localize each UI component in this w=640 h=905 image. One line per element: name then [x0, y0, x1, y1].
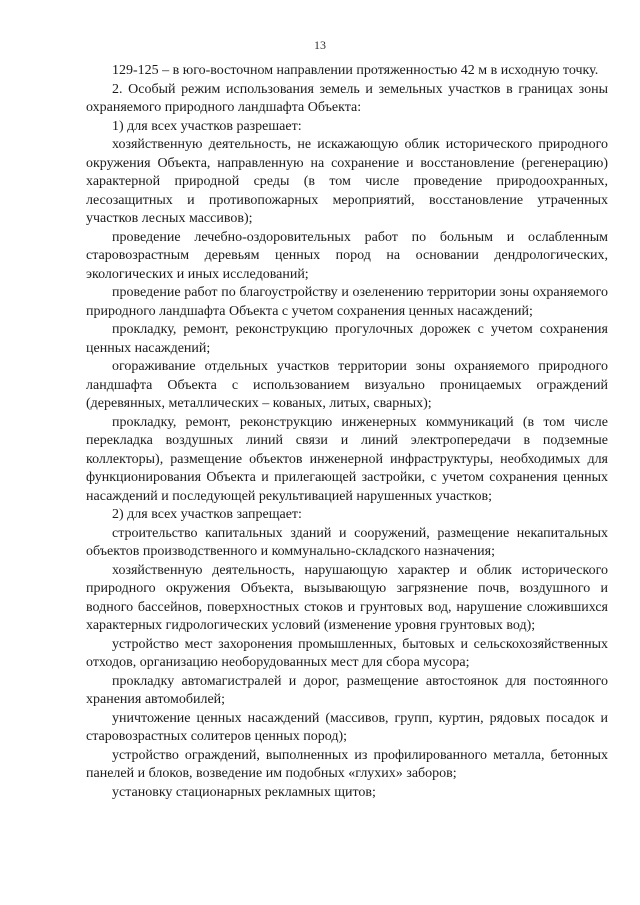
paragraph-forbidden-item: хозяйственную деятельность, нарушающую характер и облик исторического природного окружения Объекта, вызывающую загрязнение почв, воздушного и водного бассейнов, поверхностных стоков и грунтовых вод, нарушение сложившихся характерных гидрологических условий (изменение уровня грунтовых вод); — [86, 562, 608, 633]
paragraph-allowed-item: прокладку, ремонт, реконструкцию инженерных коммуникаций (в том числе перекладка воздушных линий связи и линий электропередачи в подземные коллекторы), размещение объектов инженерной инфраструктуры, необходимых для функционирования Объекта и прилегающей застройки, с учетом сохранения ценных насаждений и последующей рекультивацией нарушенных участков; — [86, 414, 608, 504]
paragraph-forbidden-item: устройство мест захоронения промышленных, бытовых и сельскохозяйственных отходов, организацию необорудованных мест для сбора мусора; — [86, 636, 608, 670]
paragraph-forbidden-item: уничтожение ценных насаждений (массивов, групп, куртин, рядовых посадок и старовозрастных солитеров ценных пород); — [86, 710, 608, 744]
paragraph-forbidden-item: прокладку автомагистралей и дорог, размещение автостоянок для постоянного хранения автомобилей; — [86, 673, 608, 707]
paragraph-allowed-item: огораживание отдельных участков территории зоны охраняемого природного ландшафта Объекта с использованием визуально проницаемых ограждений (деревянных, металлических – кованых, литых, сварных); — [86, 359, 608, 411]
paragraph-allowed-item: хозяйственную деятельность, не искажающую облик исторического природного окружения Объекта, направленную на сохранение и восстановление (регенерацию) характерной природной среды (в том числе проведение природоохранных, лесозащитных и противопожарных мероприятий, восстановление утраченных участков лесных массивов); — [86, 137, 608, 226]
paragraph-forbidden-item: устройство ограждений, выполненных из профилированного металла, бетонных панелей и блоков, возведение им подобных «глухих» заборов; — [86, 747, 608, 781]
document-body — [86, 62, 608, 802]
paragraph-allowed-item: проведение лечебно-оздоровительных работ по больным и ослабленным старовозрастным деревьям ценных пород на основании дендрологических, экологических и иных исследований; — [86, 229, 608, 282]
paragraph-forbidden-item: установку стационарных рекламных щитов; — [112, 784, 376, 800]
paragraph-allowed-heading: 1) для всех участков разрешает: — [112, 118, 302, 134]
paragraph-allowed-item: прокладку, ремонт, реконструкцию прогулочных дорожек с учетом сохранения ценных насаждений; — [86, 322, 608, 356]
page-number: 13 — [314, 38, 326, 52]
paragraph-allowed-item: проведение работ по благоустройству и озеленению территории зоны охраняемого природного ландшафта Объекта с учетом сохранения ценных насаждений; — [86, 285, 608, 319]
paragraph-boundary-point: 129-125 – в юго-восточном направлении протяженностью 42 м в исходную точку. — [112, 63, 599, 78]
paragraph-section-heading: 2. Особый режим использования земель и земельных участков в границах зоны охраняемого природного ландшафта Объекта: — [86, 81, 608, 115]
paragraph-forbidden-item: строительство капитальных зданий и сооружений, размещение некапитальных объектов производственного и коммунально-складского назначения; — [86, 525, 608, 559]
paragraph-forbidden-heading: 2) для всех участков запрещает: — [112, 507, 302, 522]
